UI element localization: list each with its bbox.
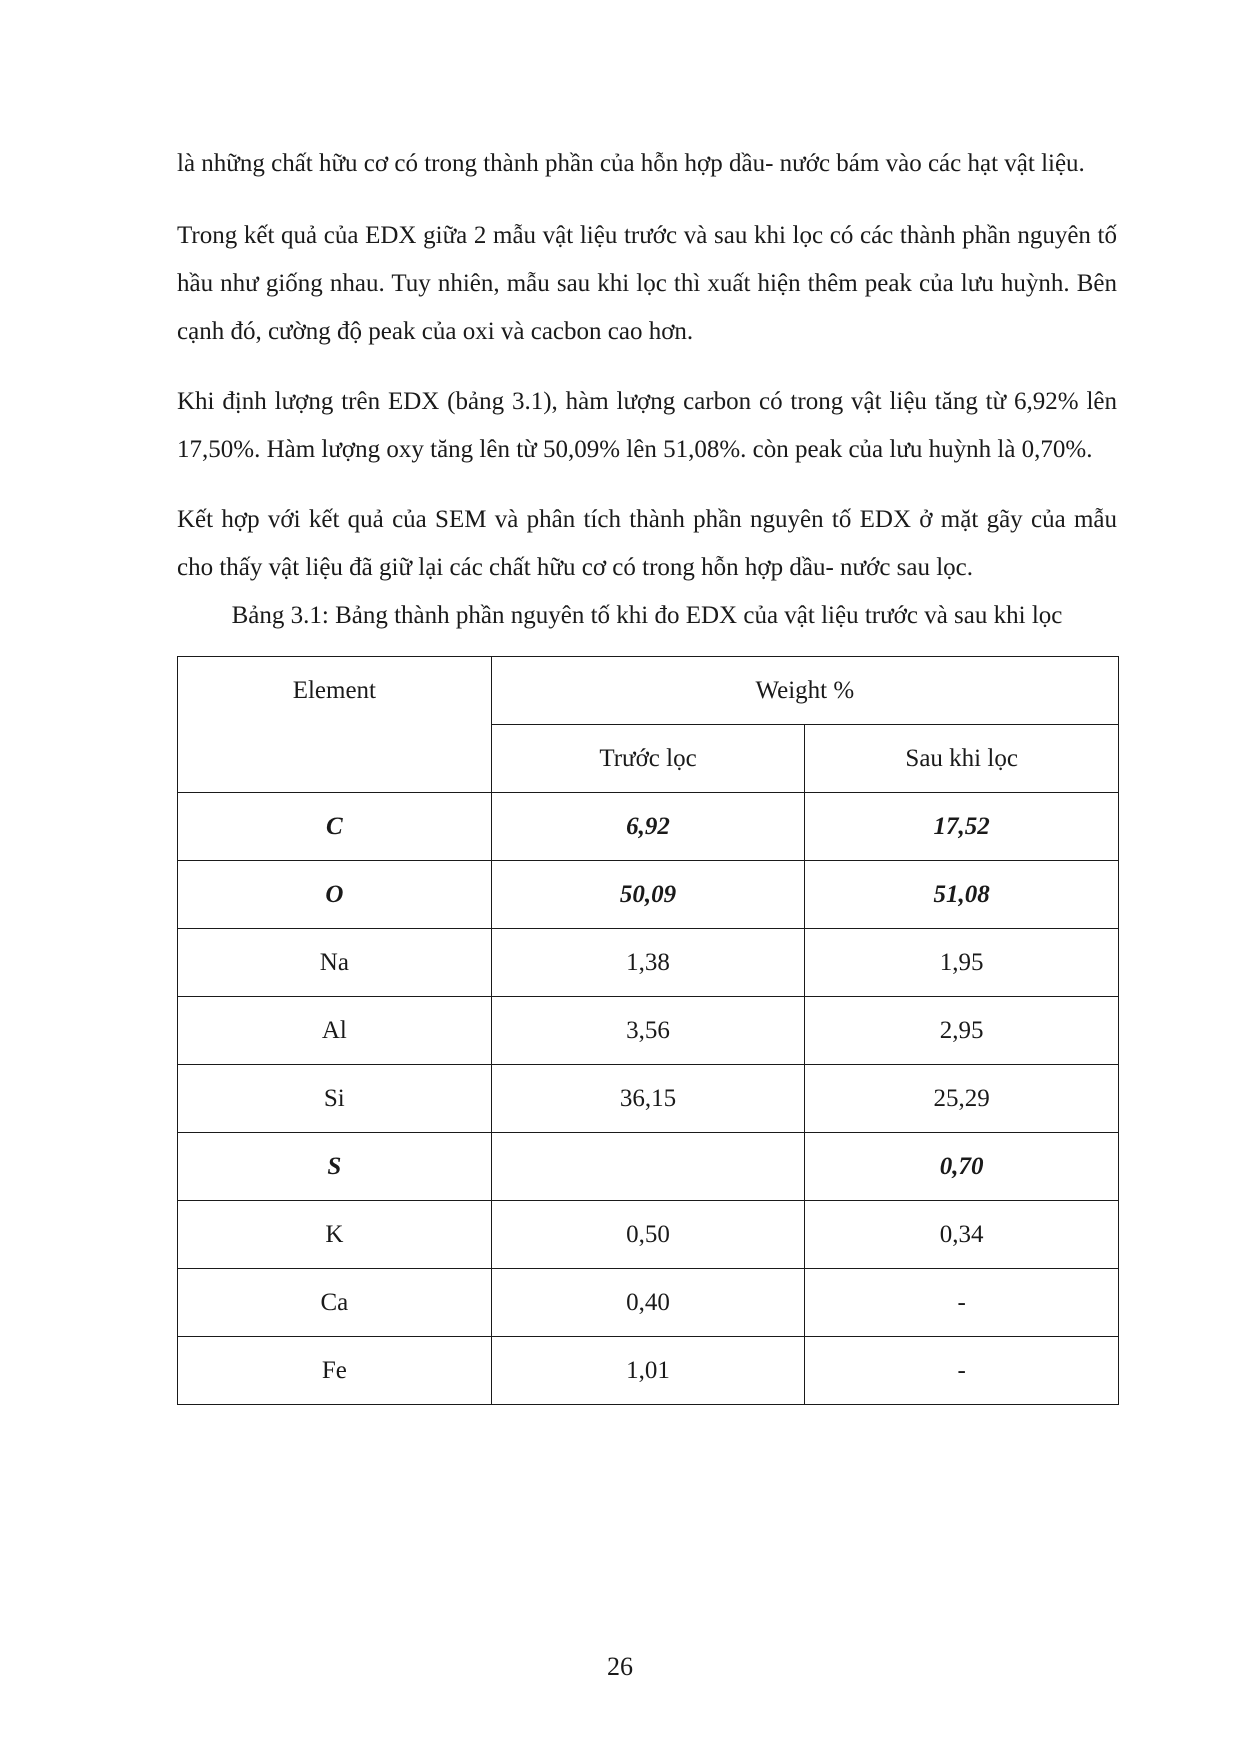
cell-after: 25,29 <box>805 1065 1119 1133</box>
cell-before: 50,09 <box>491 861 805 929</box>
cell-before <box>491 1133 805 1201</box>
paragraph-2: Trong kết quả của EDX giữa 2 mẫu vật liệu trước và sau khi lọc có các thành phần nguyên tố hầu như giống nhau. Tuy nhiên, mẫu sau khi lọc thì xuất hiện thêm peak của lưu huỳnh. Bên cạnh đó, cường độ peak của oxi và cacbon cao hơn. <box>177 222 1117 345</box>
page-number: 26 <box>607 1652 633 1681</box>
cell-after: 51,08 <box>805 861 1119 929</box>
table-row <box>178 1201 1119 1269</box>
table-row <box>178 1337 1119 1405</box>
cell-before: 3,56 <box>491 997 805 1065</box>
page-content <box>177 140 1117 1405</box>
cell-element: O <box>178 861 492 929</box>
cell-after: 0,70 <box>805 1133 1119 1201</box>
table-row <box>178 1133 1119 1201</box>
header-before: Trước lọc <box>491 725 805 793</box>
cell-before: 0,40 <box>491 1269 805 1337</box>
cell-element: Al <box>178 997 492 1065</box>
cell-after: 0,34 <box>805 1201 1119 1269</box>
cell-after: 1,95 <box>805 929 1119 997</box>
paragraph-3: Khi định lượng trên EDX (bảng 3.1), hàm lượng carbon có trong vật liệu tăng từ 6,92% lên 17,50%. Hàm lượng oxy tăng lên từ 50,09% lên 51,08%. còn peak của lưu huỳnh là 0,70%. <box>177 388 1117 463</box>
cell-element: Fe <box>178 1337 492 1405</box>
table-header-row-1 <box>178 657 1119 725</box>
table-row <box>178 861 1119 929</box>
cell-after: - <box>805 1337 1119 1405</box>
cell-after: 2,95 <box>805 997 1119 1065</box>
table-row <box>178 793 1119 861</box>
header-weight: Weight % <box>491 657 1118 725</box>
edx-table <box>177 656 1119 1405</box>
cell-before: 1,38 <box>491 929 805 997</box>
cell-element: S <box>178 1133 492 1201</box>
cell-after: - <box>805 1269 1119 1337</box>
header-after: Sau khi lọc <box>805 725 1119 793</box>
cell-after: 17,52 <box>805 793 1119 861</box>
paragraph-4: Kết hợp với kết quả của SEM và phân tích thành phần nguyên tố EDX ở mặt gãy của mẫu cho thấy vật liệu đã giữ lại các chất hữu cơ có trong hỗn hợp dầu- nước sau lọc. <box>177 506 1117 581</box>
cell-before: 1,01 <box>491 1337 805 1405</box>
cell-element: K <box>178 1201 492 1269</box>
table-row <box>178 997 1119 1065</box>
cell-before: 6,92 <box>491 793 805 861</box>
table-caption: Bảng 3.1: Bảng thành phần nguyên tố khi đo EDX của vật liệu trước và sau khi lọc <box>231 602 1063 629</box>
cell-element: Na <box>178 929 492 997</box>
paragraph-1: là những chất hữu cơ có trong thành phần của hỗn hợp dầu- nước bám vào các hạt vật liệu. <box>177 150 1085 177</box>
cell-before: 0,50 <box>491 1201 805 1269</box>
cell-element: C <box>178 793 492 861</box>
cell-element: Ca <box>178 1269 492 1337</box>
table-row <box>178 1065 1119 1133</box>
table-row <box>178 929 1119 997</box>
header-element: Element <box>178 657 492 793</box>
cell-before: 36,15 <box>491 1065 805 1133</box>
table-row <box>178 1269 1119 1337</box>
cell-element: Si <box>178 1065 492 1133</box>
